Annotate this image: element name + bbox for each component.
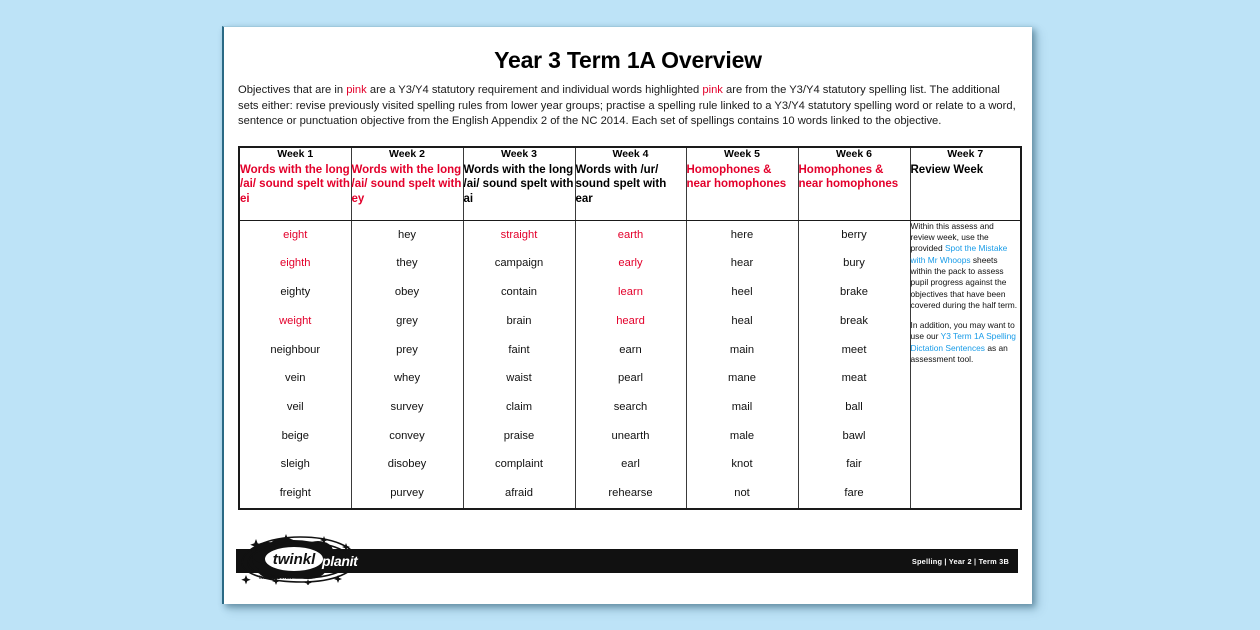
week-label: Week 7: [947, 147, 984, 160]
intro-paragraph: [238, 83, 1018, 130]
review-text-2b: as an assessment tool.: [910, 342, 1008, 365]
spelling-word: veil: [286, 400, 304, 413]
spelling-word: weight: [279, 314, 312, 327]
spelling-word: heard: [616, 314, 645, 327]
spelling-word: fair: [846, 458, 862, 471]
spelling-word: faint: [508, 343, 530, 356]
spelling-word: vein: [284, 372, 306, 385]
document-sheet: [222, 26, 1032, 604]
review-text-1a: Within this assess and review week, use the provided: [910, 220, 994, 254]
spelling-word: earth: [617, 228, 644, 241]
word-list-week-5: [686, 220, 798, 508]
spelling-word: fare: [844, 486, 864, 499]
spelling-word: sleigh: [280, 458, 310, 471]
spelling-word: mane: [728, 372, 756, 385]
spelling-word: brain: [506, 314, 532, 327]
review-text-1b: sheets within the pack to assess pupil progress against the objectives that have been covered during the half term.: [910, 254, 1018, 310]
footer-meta: Spelling | Year 2 | Term 3B: [911, 556, 1009, 566]
week-label: Week 5: [724, 147, 760, 160]
spot-the-mistake-link[interactable]: Spot the Mistake with Mr Whoops: [910, 243, 1008, 265]
spelling-word: praise: [503, 429, 535, 442]
spelling-word: waist: [506, 372, 532, 385]
planit-wordmark: planit: [322, 553, 358, 569]
intro-text-part2: are a Y3/Y4 statutory requirement and individual words highlighted: [366, 84, 703, 96]
twinkl-url: twinkl.co.uk: [259, 575, 293, 581]
intro-pink-word-2: pink: [702, 84, 723, 96]
spelling-word: claim: [505, 400, 533, 413]
intro-pink-word-1: pink: [346, 84, 367, 96]
table-header-row: [239, 147, 1021, 221]
spelling-word: complaint: [495, 458, 543, 471]
spelling-word: grey: [396, 314, 418, 327]
spelling-word: knot: [731, 458, 753, 471]
spelling-word: whey: [393, 372, 421, 385]
word-list-week-6: [798, 220, 910, 508]
spelling-word: main: [729, 343, 755, 356]
word-list-week-2: [351, 220, 463, 508]
column-header-week-1: [239, 147, 351, 221]
column-header-week-6: [798, 147, 910, 221]
spelling-word: freight: [279, 486, 311, 499]
spelling-word: neighbour: [270, 343, 321, 356]
dictation-sentences-link[interactable]: Y3 Term 1A Spelling Dictation Sentences: [910, 331, 1016, 353]
spelling-word: not: [734, 486, 750, 499]
spelling-word: meat: [841, 372, 867, 385]
spelling-word: ball: [845, 400, 863, 413]
intro-text-part1: Objectives that are in: [238, 84, 347, 96]
spelling-word: unearth: [611, 429, 650, 442]
review-text-2a: In addition, you may want to use our: [910, 320, 1015, 342]
spelling-word: disobey: [387, 458, 427, 471]
week-label: Week 2: [389, 147, 425, 160]
week-objective: Homophones & near homophones: [686, 163, 787, 191]
spelling-word: obey: [394, 286, 420, 299]
spelling-word: bury: [843, 257, 865, 270]
spelling-word: contain: [500, 286, 538, 299]
review-paragraph-1: [911, 221, 1021, 311]
spelling-word: learn: [618, 286, 643, 299]
overview-table: [238, 146, 1022, 510]
spelling-word: earl: [621, 458, 640, 471]
spelling-word: early: [618, 257, 643, 270]
spelling-word: bawl: [842, 429, 866, 442]
spelling-word: heel: [731, 286, 753, 299]
spelling-word: they: [396, 257, 418, 270]
spelling-word: berry: [841, 228, 867, 241]
week-objective: Words with /ur/ sound spelt with ear: [575, 163, 667, 205]
week-objective: Words with the long /ai/ sound spelt with ai: [463, 163, 574, 205]
column-header-week-7: [910, 147, 1021, 221]
week-label: Week 3: [501, 147, 537, 160]
spelling-word: eight: [283, 228, 308, 241]
word-list-week-1: [239, 220, 351, 508]
column-header-week-3: [463, 147, 575, 221]
page-title: Year 3 Term 1A Overview: [494, 47, 762, 73]
spelling-word: purvey: [390, 486, 424, 499]
spelling-word: campaign: [494, 257, 544, 270]
week-objective: Review Week: [910, 163, 984, 176]
week-label: Week 4: [612, 147, 649, 160]
spelling-word: here: [730, 228, 754, 241]
word-list-week-3: [463, 220, 575, 508]
spelling-word: rehearse: [608, 486, 653, 499]
spelling-word: convey: [389, 429, 425, 442]
spelling-word: prey: [396, 343, 418, 356]
spelling-word: straight: [500, 228, 538, 241]
spelling-word: beige: [281, 429, 309, 442]
spelling-word: eighty: [280, 286, 311, 299]
spelling-word: heal: [731, 314, 753, 327]
week-objective: Words with the long /ai/ sound spelt with ei: [240, 163, 350, 205]
spelling-word: hear: [730, 257, 754, 270]
week-objective: Words with the long /ai/ sound spelt with ey: [351, 163, 462, 205]
spelling-word: survey: [390, 400, 424, 413]
spelling-word: search: [613, 400, 648, 413]
word-list-week-4: [575, 220, 686, 508]
week-objective: Homophones & near homophones: [798, 163, 899, 191]
column-header-week-4: [575, 147, 686, 221]
spelling-word: afraid: [505, 486, 533, 499]
spelling-word: eighth: [280, 257, 311, 270]
week-label: Week 6: [836, 147, 872, 160]
spelling-word: mail: [731, 400, 753, 413]
spelling-word: hey: [397, 228, 417, 241]
spelling-word: pearl: [618, 372, 643, 385]
spelling-word: break: [840, 314, 868, 327]
spelling-word: brake: [840, 286, 868, 299]
review-week-cell: [910, 220, 1021, 508]
twinkl-wordmark: twinkl: [272, 551, 316, 568]
table-body-row: [239, 220, 1021, 508]
week-label: Week 1: [277, 147, 314, 160]
intro-text-part3: are from the Y3/Y4 statutory spelling list. The additional sets either: revise previously visited spelling rules from lower year groups; practise a spelling rule linked to a Y3/Y4 statutory spelling word or relate to a word, sentence or punctuation objective from the English Appendix 2 of the NC 2014. Each set of spellings contains 10 words linked to the objective.: [238, 84, 1016, 128]
review-paragraph-2: [911, 320, 1021, 365]
column-header-week-2: [351, 147, 463, 221]
spelling-word: male: [729, 429, 755, 442]
column-header-week-5: [686, 147, 798, 221]
spelling-word: earn: [619, 343, 642, 356]
document-body: [224, 27, 1032, 510]
spelling-word: meet: [841, 343, 867, 356]
